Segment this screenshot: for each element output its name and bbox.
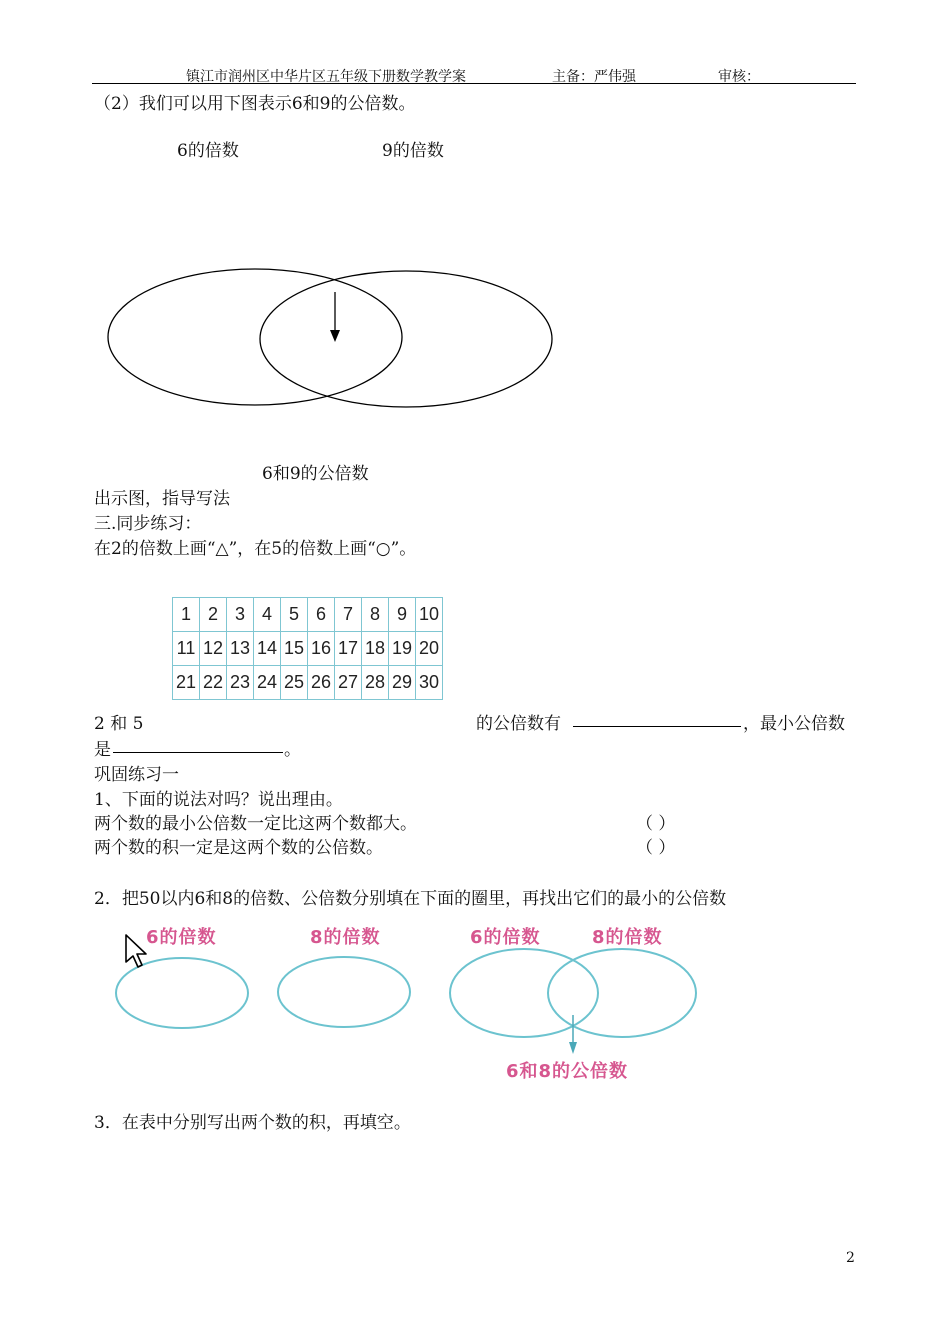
circle-6-multiples-b xyxy=(450,949,598,1037)
venn1-bottom-label: 6和9的公倍数 xyxy=(262,464,369,484)
grid-cell[interactable]: 27 xyxy=(335,666,362,700)
grid-cell[interactable]: 15 xyxy=(281,632,308,666)
practice-instruction: 在2的倍数上画“△”，在5的倍数上画“○”。 xyxy=(94,539,417,559)
grid-cell[interactable]: 21 xyxy=(173,666,200,700)
grid-cell[interactable]: 17 xyxy=(335,632,362,666)
grid-cell[interactable]: 25 xyxy=(281,666,308,700)
statement-1: 两个数的最小公倍数一定比这两个数都大。 xyxy=(94,814,417,834)
grid-cell[interactable]: 8 xyxy=(362,598,389,632)
grid-cell[interactable]: 14 xyxy=(254,632,281,666)
grid-cell[interactable]: 19 xyxy=(389,632,416,666)
statement-2: 两个数的积一定是这两个数的公倍数。 xyxy=(94,838,383,858)
section2-note: 出示图，指导写法 xyxy=(94,489,230,509)
mouse-pointer-icon xyxy=(124,934,148,970)
grid-cell[interactable]: 7 xyxy=(335,598,362,632)
grid-cell[interactable]: 30 xyxy=(416,666,443,700)
common-multiples-blank[interactable] xyxy=(573,710,741,727)
lcm-blank[interactable] xyxy=(113,736,283,753)
grid-cell[interactable]: 4 xyxy=(254,598,281,632)
grid-cell[interactable]: 3 xyxy=(227,598,254,632)
grid-cell[interactable]: 20 xyxy=(416,632,443,666)
consolidate-heading: 巩固练习一 xyxy=(94,765,179,785)
label-8-multiples: 8的倍数 xyxy=(310,927,381,948)
practice-question-part1: 2 和 5 xyxy=(94,714,144,734)
venn1-left-label: 6的倍数 xyxy=(177,141,239,161)
grid-cell[interactable]: 12 xyxy=(200,632,227,666)
common-arrowhead xyxy=(569,1042,577,1054)
header-reviewer: 审核： xyxy=(718,69,760,85)
practice-question-part5: 。 xyxy=(284,740,301,760)
grid-row xyxy=(173,666,443,700)
grid-cell[interactable]: 10 xyxy=(416,598,443,632)
venn1-left-circle xyxy=(108,269,402,405)
grid-cell[interactable]: 22 xyxy=(200,666,227,700)
header-divider xyxy=(92,83,856,84)
grid-cell[interactable]: 13 xyxy=(227,632,254,666)
header-title: 镇江市润州区中华片区五年级下册数学教学案 xyxy=(186,69,466,85)
label-6-multiples-b: 6的倍数 xyxy=(470,927,541,948)
label-8-multiples-b: 8的倍数 xyxy=(592,927,663,948)
answer-parens-2[interactable]: （ ） xyxy=(636,838,676,858)
consolidate-q3: 3．在表中分别写出两个数的积，再填空。 xyxy=(94,1113,411,1133)
grid-cell[interactable]: 16 xyxy=(308,632,335,666)
grid-cell[interactable]: 26 xyxy=(308,666,335,700)
practice-question-part2: 的公倍数有 xyxy=(476,714,561,734)
venn1-arrowhead xyxy=(330,330,340,342)
grid-cell[interactable]: 5 xyxy=(281,598,308,632)
practice-question-part3: ，最小公倍数 xyxy=(743,714,845,734)
circle-8-multiples xyxy=(278,957,410,1027)
label-6-multiples: 6的倍数 xyxy=(146,927,217,948)
header-author: 主备：严伟强 xyxy=(552,69,636,85)
section2-intro: （2）我们可以用下图表示6和9的公倍数。 xyxy=(94,94,416,114)
grid-row xyxy=(173,632,443,666)
page-number: 2 xyxy=(846,1250,855,1266)
grid-cell[interactable]: 6 xyxy=(308,598,335,632)
grid-cell[interactable]: 18 xyxy=(362,632,389,666)
practice-heading: 三.同步练习： xyxy=(94,514,202,534)
grid-row xyxy=(173,598,443,632)
grid-cell[interactable]: 28 xyxy=(362,666,389,700)
grid-cell[interactable]: 2 xyxy=(200,598,227,632)
venn-diagram-6-9 xyxy=(100,270,570,410)
circle-8-multiples-b xyxy=(548,949,696,1037)
grid-cell[interactable]: 9 xyxy=(389,598,416,632)
label-common-multiples: 6和8的公倍数 xyxy=(506,1061,629,1082)
answer-parens-1[interactable]: （ ） xyxy=(636,814,676,834)
grid-cell[interactable]: 11 xyxy=(173,632,200,666)
venn-diagrams-6-8 xyxy=(110,930,730,1060)
venn1-right-circle xyxy=(260,271,552,407)
practice-question-part4: 是 xyxy=(94,740,111,760)
venn1-right-label: 9的倍数 xyxy=(382,141,444,161)
grid-cell[interactable]: 1 xyxy=(173,598,200,632)
grid-cell[interactable]: 29 xyxy=(389,666,416,700)
grid-cell[interactable]: 24 xyxy=(254,666,281,700)
number-grid xyxy=(172,597,443,700)
grid-cell[interactable]: 23 xyxy=(227,666,254,700)
consolidate-q2: 2．把50以内6和8的倍数、公倍数分别填在下面的圈里，再找出它们的最小的公倍数 xyxy=(94,889,727,909)
consolidate-q1: 1、下面的说法对吗？说出理由。 xyxy=(94,790,343,810)
